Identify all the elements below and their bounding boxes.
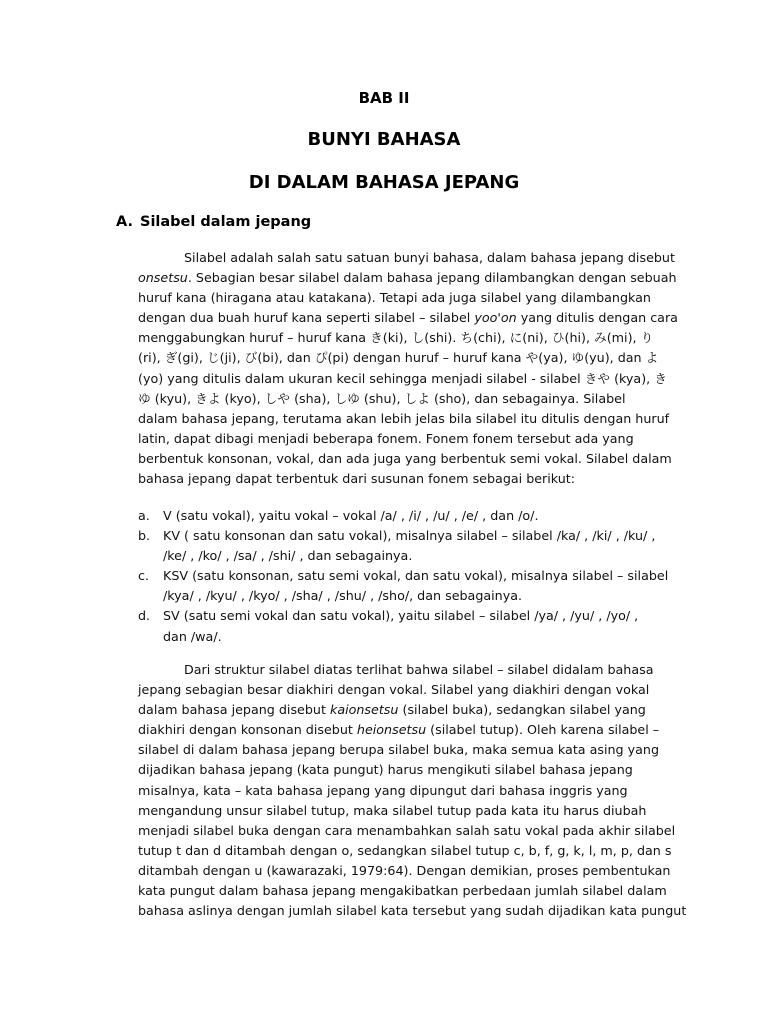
chapter-title-line1: BUNYI BAHASA (307, 129, 461, 150)
section-heading-text: Silabel dalam jepang (140, 214, 312, 230)
paragraph-line: ditambah dengan u (kawarazaki, 1979:64). Dengan demikian, proses pembentukan (138, 862, 671, 878)
list-item (138, 566, 678, 606)
section-letter: A. (116, 214, 133, 230)
list-item-line: dan /wa/. (163, 628, 222, 644)
paragraph-line: huruf kana (hiragana atau katakana). Tetapi ada juga silabel yang dilambangkan (138, 290, 651, 306)
list-item-line: /ke/ , /ko/ , /sa/ , /shi/ , dan sebagainya. (163, 548, 413, 564)
paragraph-line: menggabungkan huruf – huruf kana き(ki), し(shi). ち(chi), に(ni), ひ(hi), み(mi), り (138, 330, 654, 346)
paragraph-line: kata pungut dalam bahasa jepang mengakibatkan perbedaan jumlah silabel dalam (138, 883, 667, 899)
list-marker: d. (138, 608, 151, 624)
paragraph-line: bahasa jepang dapat terbentuk dari susunan fonem sebagai berikut: (138, 471, 576, 487)
list-item (138, 506, 678, 526)
paragraph-line: berbentuk konsonan, vokal, dan ada juga yang berbentuk semi vokal. Silabel dalam (138, 450, 672, 466)
paragraph-1 (138, 248, 678, 489)
paragraph-line: mengandung unsur silabel tutup, maka silabel tutup pada kata itu harus diubah (138, 802, 647, 818)
paragraph-line: diakhiri dengan konsonan disebut heionsetsu (silabel tutup). Oleh karena silabel – (138, 722, 660, 738)
paragraph-line: silabel di dalam bahasa jepang berupa silabel buka, maka semua kata asing yang (138, 742, 660, 758)
list-marker: a. (138, 508, 150, 523)
list-item (138, 526, 678, 566)
paragraph-line: onsetsu. Sebagian besar silabel dalam bahasa jepang dilambangkan dengan sebuah (138, 270, 677, 286)
paragraph-line: Silabel adalah salah satu satuan bunyi bahasa, dalam bahasa jepang disebut (184, 250, 675, 265)
paragraph-line: (ri), ぎ(gi), じ(ji), び(bi), dan ぴ(pi) dengan huruf – huruf kana や(ya), ゆ(yu), dan よ (138, 350, 659, 366)
paragraph-line: dalam bahasa jepang, terutama akan lebih jelas bila silabel itu ditulis dengan huruf (138, 410, 670, 426)
list-item-line: V (satu vokal), yaitu vokal – vokal /a/ , /i/ , /u/ , /e/ , dan /o/. (163, 508, 539, 523)
chapter-title-line2: DI DALAM BAHASA JEPANG (248, 172, 520, 193)
section-heading (116, 214, 311, 230)
list-marker: c. (138, 568, 150, 584)
paragraph-line: dijadikan bahasa jepang (kata pungut) harus mengikuti silabel bahasa jepang (138, 762, 633, 778)
list-marker: b. (138, 528, 151, 544)
paragraph-line: misalnya, kata – kata bahasa jepang yang dipungut dari bahasa inggris yang (138, 782, 628, 798)
paragraph-2 (138, 660, 687, 921)
paragraph-line: menjadi silabel buka dengan cara menambahkan salah satu vokal pada akhir silabel (138, 822, 676, 838)
paragraph-line: dengan dua buah huruf kana seperti silabel – silabel yoo'on yang ditulis dengan cara (138, 310, 678, 326)
paragraph-line: Dari struktur silabel diatas terlihat bahwa silabel – silabel didalam bahasa (184, 662, 654, 677)
list-item-line: /kya/ , /kyu/ , /kyo/ , /sha/ , /shu/ , /sho/, dan sebagainya. (163, 588, 523, 604)
list-item-line: KSV (satu konsonan, satu semi vokal, dan satu vokal), misalnya silabel – silabel (163, 568, 669, 584)
paragraph-line: (yo) yang ditulis dalam ukuran kecil sehingga menjadi silabel - silabel きや (kya), き (138, 370, 667, 386)
paragraph-line: latin, dapat dibagi menjadi beberapa fonem. Fonem fonem tersebut ada yang (138, 430, 634, 446)
chapter-label: BAB II (358, 89, 410, 107)
paragraph-line: dalam bahasa jepang disebut kaionsetsu (silabel buka), sedangkan silabel yang (138, 702, 646, 718)
paragraph-line: tutup t dan d ditambah dengan o, sedangkan silabel tutup c, b, f, g, k, l, m, p, dan s (138, 842, 672, 858)
list-item-line: KV ( satu konsonan dan satu vokal), misalnya silabel – silabel /ka/ , /ki/ , /ku/ , (163, 528, 656, 544)
paragraph-line: jepang sebagian besar diakhiri dengan vokal. Silabel yang diakhiri dengan vokal (138, 682, 650, 698)
paragraph-line: ゆ (kyu), きよ (kyo), しや (sha), しゆ (shu), しよ (sho), dan sebagainya. Silabel (138, 390, 626, 406)
list-item (138, 606, 678, 646)
syllable-structure-list (138, 506, 678, 647)
paragraph-line: bahasa aslinya dengan jumlah silabel kata tersebut yang sudah dijadikan kata pungut (138, 903, 687, 919)
list-item-line: SV (satu semi vokal dan satu vokal), yaitu silabel – silabel /ya/ , /yu/ , /yo/ , (163, 608, 639, 624)
